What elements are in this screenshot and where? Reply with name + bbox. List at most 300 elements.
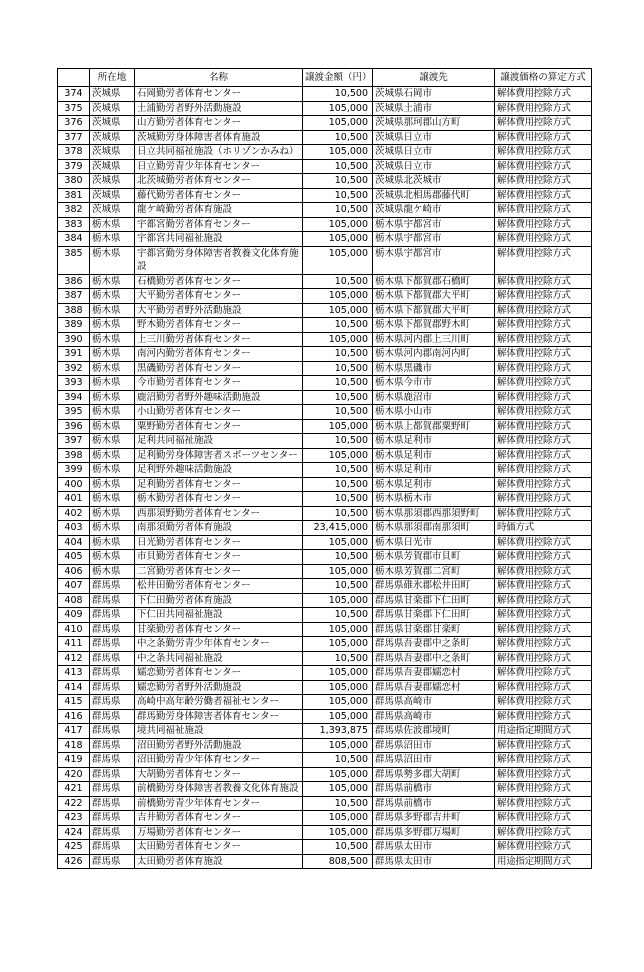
row-number: 383 — [58, 217, 90, 232]
facility-name-cell: 大平勤労者体育センター — [135, 289, 303, 304]
row-number: 400 — [58, 477, 90, 492]
transfer-amount-cell: 10,500 — [303, 492, 373, 507]
row-number: 420 — [58, 767, 90, 782]
row-number: 376 — [58, 116, 90, 131]
transfer-amount-cell: 808,500 — [303, 854, 373, 869]
prefecture-cell: 群馬県 — [90, 622, 135, 637]
pricing-method-cell: 解体費用控除方式 — [495, 159, 592, 174]
transfer-amount-cell: 105,000 — [303, 695, 373, 710]
transferee-cell: 茨城県日立市 — [373, 145, 495, 160]
table-header-row — [58, 69, 592, 87]
facility-name-cell: 北茨城勤労者体育センター — [135, 174, 303, 189]
pricing-method-cell: 解体費用控除方式 — [495, 695, 592, 710]
row-number: 417 — [58, 724, 90, 739]
table-row — [58, 477, 592, 492]
pricing-method-cell: 解体費用控除方式 — [495, 579, 592, 594]
transferee-cell: 群馬県甘楽郡甘楽町 — [373, 622, 495, 637]
prefecture-cell: 栃木県 — [90, 492, 135, 507]
row-number: 392 — [58, 361, 90, 376]
transferee-cell: 茨城県日立市 — [373, 130, 495, 145]
transfer-amount-cell: 10,500 — [303, 376, 373, 391]
transfer-amount-cell: 105,000 — [303, 637, 373, 652]
transfer-amount-cell: 105,000 — [303, 738, 373, 753]
table-row — [58, 174, 592, 189]
pricing-method-cell: 用途指定期間方式 — [495, 854, 592, 869]
facility-name-cell: 吉井勤労者体育センター — [135, 811, 303, 826]
table-row — [58, 116, 592, 131]
table-row — [58, 680, 592, 695]
pricing-method-cell: 解体費用控除方式 — [495, 811, 592, 826]
pricing-method-cell: 解体費用控除方式 — [495, 274, 592, 289]
transferee-cell: 栃木県上都賀郡粟野町 — [373, 419, 495, 434]
row-number: 390 — [58, 332, 90, 347]
transfer-amount-cell: 1,393,875 — [303, 724, 373, 739]
facility-name-cell: 沼田勤労者野外活動施設 — [135, 738, 303, 753]
col-header-prefecture: 所在地 — [90, 69, 135, 87]
pricing-method-cell: 解体費用控除方式 — [495, 318, 592, 333]
facility-name-cell: 足利野外趣味活動施設 — [135, 463, 303, 478]
transfer-amount-cell: 10,500 — [303, 579, 373, 594]
table-row — [58, 405, 592, 420]
row-number: 418 — [58, 738, 90, 753]
prefecture-cell: 栃木県 — [90, 376, 135, 391]
table-row — [58, 535, 592, 550]
prefecture-cell: 栃木県 — [90, 463, 135, 478]
row-number: 381 — [58, 188, 90, 203]
transferee-cell: 群馬県太田市 — [373, 840, 495, 855]
facility-name-cell: 日立共同福祉施設（ホリゾンかみね） — [135, 145, 303, 160]
transfer-amount-cell: 10,500 — [303, 405, 373, 420]
row-number: 374 — [58, 87, 90, 102]
row-number: 415 — [58, 695, 90, 710]
prefecture-cell: 群馬県 — [90, 709, 135, 724]
row-number: 384 — [58, 232, 90, 247]
pricing-method-cell: 解体費用控除方式 — [495, 188, 592, 203]
prefecture-cell: 茨城県 — [90, 145, 135, 160]
transfer-amount-cell: 105,000 — [303, 101, 373, 116]
transfer-amount-cell: 105,000 — [303, 419, 373, 434]
transfer-amount-cell: 10,500 — [303, 361, 373, 376]
table-row — [58, 232, 592, 247]
table-row — [58, 419, 592, 434]
prefecture-cell: 栃木県 — [90, 506, 135, 521]
row-number: 379 — [58, 159, 90, 174]
facility-name-cell: 宇都宮共同福祉施設 — [135, 232, 303, 247]
prefecture-cell: 群馬県 — [90, 666, 135, 681]
transfer-amount-cell: 105,000 — [303, 564, 373, 579]
facility-name-cell: 宇都宮勤労身体障害者教養文化体育施設 — [135, 246, 303, 274]
facility-name-cell: 足利勤労者体育センター — [135, 477, 303, 492]
transfer-amount-cell: 10,500 — [303, 390, 373, 405]
transfer-amount-cell: 10,500 — [303, 506, 373, 521]
pricing-method-cell: 解体費用控除方式 — [495, 825, 592, 840]
prefecture-cell: 群馬県 — [90, 825, 135, 840]
table-row — [58, 347, 592, 362]
facility-name-cell: 足利勤労身体障害者スポーツセンター — [135, 448, 303, 463]
asset-transfer-table — [57, 68, 592, 869]
facility-name-cell: 茨城勤労身体障害者体育施設 — [135, 130, 303, 145]
pricing-method-cell: 解体費用控除方式 — [495, 709, 592, 724]
facility-name-cell: 群馬勤労身体障害者体育センター — [135, 709, 303, 724]
row-number: 401 — [58, 492, 90, 507]
pricing-method-cell: 解体費用控除方式 — [495, 767, 592, 782]
row-number: 396 — [58, 419, 90, 434]
transfer-amount-cell: 105,000 — [303, 782, 373, 797]
table-row — [58, 796, 592, 811]
table-row — [58, 593, 592, 608]
table-row — [58, 840, 592, 855]
pricing-method-cell: 解体費用控除方式 — [495, 651, 592, 666]
facility-name-cell: 宇都宮勤労者体育センター — [135, 217, 303, 232]
table-row — [58, 303, 592, 318]
prefecture-cell: 群馬県 — [90, 738, 135, 753]
transferee-cell: 群馬県多野郡万場町 — [373, 825, 495, 840]
facility-name-cell: 南那須勤労者体育施設 — [135, 521, 303, 536]
transfer-amount-cell: 105,000 — [303, 811, 373, 826]
prefecture-cell: 栃木県 — [90, 361, 135, 376]
facility-name-cell: 太田勤労者体育センター — [135, 840, 303, 855]
facility-name-cell: 大平勤労者野外活動施設 — [135, 303, 303, 318]
facility-name-cell: 南河内勤労者体育センター — [135, 347, 303, 362]
transfer-amount-cell: 105,000 — [303, 303, 373, 318]
prefecture-cell: 栃木県 — [90, 217, 135, 232]
transferee-cell: 茨城県石岡市 — [373, 87, 495, 102]
pricing-method-cell: 解体費用控除方式 — [495, 419, 592, 434]
facility-name-cell: 中之条勤労青少年体育センター — [135, 637, 303, 652]
transfer-amount-cell: 10,500 — [303, 434, 373, 449]
table-row — [58, 145, 592, 160]
facility-name-cell: 黒磯勤労者体育センター — [135, 361, 303, 376]
prefecture-cell: 栃木県 — [90, 246, 135, 274]
transfer-amount-cell: 105,000 — [303, 246, 373, 274]
transferee-cell: 茨城県那珂郡山方町 — [373, 116, 495, 131]
facility-name-cell: 日立勤労青少年体育センター — [135, 159, 303, 174]
pricing-method-cell: 解体費用控除方式 — [495, 753, 592, 768]
prefecture-cell: 栃木県 — [90, 405, 135, 420]
prefecture-cell: 群馬県 — [90, 608, 135, 623]
facility-name-cell: 鹿沼勤労者野外趣味活動施設 — [135, 390, 303, 405]
facility-name-cell: 前橋勤労身体障害者教養文化体育施設 — [135, 782, 303, 797]
transfer-amount-cell: 10,500 — [303, 463, 373, 478]
pricing-method-cell: 解体費用控除方式 — [495, 622, 592, 637]
col-header-transferee: 譲渡先 — [373, 69, 495, 87]
transferee-cell: 栃木県下都賀郡大平町 — [373, 289, 495, 304]
table-row — [58, 130, 592, 145]
pricing-method-cell: 解体費用控除方式 — [495, 376, 592, 391]
table-row — [58, 492, 592, 507]
facility-name-cell: 市貝勤労者体育センター — [135, 550, 303, 565]
prefecture-cell: 群馬県 — [90, 593, 135, 608]
pricing-method-cell: 解体費用控除方式 — [495, 246, 592, 274]
table-row — [58, 289, 592, 304]
prefecture-cell: 群馬県 — [90, 637, 135, 652]
row-number: 414 — [58, 680, 90, 695]
table-row — [58, 159, 592, 174]
row-number: 375 — [58, 101, 90, 116]
transfer-amount-cell: 10,500 — [303, 840, 373, 855]
transfer-amount-cell: 105,000 — [303, 709, 373, 724]
table-row — [58, 203, 592, 218]
row-number: 410 — [58, 622, 90, 637]
row-number: 399 — [58, 463, 90, 478]
table-row — [58, 709, 592, 724]
pricing-method-cell: 解体費用控除方式 — [495, 666, 592, 681]
row-number: 416 — [58, 709, 90, 724]
table-row — [58, 550, 592, 565]
prefecture-cell: 茨城県 — [90, 188, 135, 203]
transferee-cell: 栃木県芳賀郡市貝町 — [373, 550, 495, 565]
prefecture-cell: 栃木県 — [90, 318, 135, 333]
prefecture-cell: 群馬県 — [90, 695, 135, 710]
transfer-amount-cell: 105,000 — [303, 116, 373, 131]
table-row — [58, 666, 592, 681]
transferee-cell: 群馬県沼田市 — [373, 753, 495, 768]
pricing-method-cell: 解体費用控除方式 — [495, 782, 592, 797]
transfer-amount-cell: 105,000 — [303, 593, 373, 608]
transfer-amount-cell: 10,500 — [303, 477, 373, 492]
transferee-cell: 栃木県宇都宮市 — [373, 217, 495, 232]
pricing-method-cell: 解体費用控除方式 — [495, 130, 592, 145]
table-row — [58, 622, 592, 637]
prefecture-cell: 茨城県 — [90, 101, 135, 116]
transferee-cell: 茨城県龍ケ崎市 — [373, 203, 495, 218]
row-number: 424 — [58, 825, 90, 840]
row-number: 421 — [58, 782, 90, 797]
prefecture-cell: 栃木県 — [90, 448, 135, 463]
table-row — [58, 87, 592, 102]
transferee-cell: 茨城県北茨城市 — [373, 174, 495, 189]
facility-name-cell: 山方勤労者体育センター — [135, 116, 303, 131]
table-row — [58, 521, 592, 536]
transfer-amount-cell: 10,500 — [303, 203, 373, 218]
row-number: 391 — [58, 347, 90, 362]
prefecture-cell: 栃木県 — [90, 564, 135, 579]
transfer-amount-cell: 10,500 — [303, 347, 373, 362]
table-row — [58, 376, 592, 391]
pricing-method-cell: 解体費用控除方式 — [495, 145, 592, 160]
row-number: 419 — [58, 753, 90, 768]
prefecture-cell: 茨城県 — [90, 116, 135, 131]
col-header-facility-name: 名称 — [135, 69, 303, 87]
facility-name-cell: 境共同福祉施設 — [135, 724, 303, 739]
transfer-amount-cell: 10,500 — [303, 174, 373, 189]
prefecture-cell: 茨城県 — [90, 203, 135, 218]
transferee-cell: 群馬県高崎市 — [373, 695, 495, 710]
facility-name-cell: 日光勤労者体育センター — [135, 535, 303, 550]
table-row — [58, 811, 592, 826]
prefecture-cell: 群馬県 — [90, 753, 135, 768]
transfer-amount-cell: 105,000 — [303, 622, 373, 637]
table-row — [58, 318, 592, 333]
facility-name-cell: 西那須野勤労者体育センター — [135, 506, 303, 521]
facility-name-cell: 上三川勤労者体育センター — [135, 332, 303, 347]
facility-name-cell: 甘楽勤労者体育センター — [135, 622, 303, 637]
pricing-method-cell: 解体費用控除方式 — [495, 116, 592, 131]
facility-name-cell: 藤代勤労者体育センター — [135, 188, 303, 203]
transferee-cell: 栃木県那須郡西那須野町 — [373, 506, 495, 521]
prefecture-cell: 茨城県 — [90, 159, 135, 174]
table-row — [58, 246, 592, 274]
transferee-cell: 群馬県太田市 — [373, 854, 495, 869]
table-row — [58, 608, 592, 623]
table-row — [58, 651, 592, 666]
table-row — [58, 782, 592, 797]
transfer-amount-cell: 10,500 — [303, 550, 373, 565]
facility-name-cell: 野木勤労者体育センター — [135, 318, 303, 333]
table-row — [58, 434, 592, 449]
transfer-amount-cell: 105,000 — [303, 448, 373, 463]
facility-name-cell: 下仁田勤労者体育施設 — [135, 593, 303, 608]
row-number: 388 — [58, 303, 90, 318]
table-body — [58, 87, 592, 869]
prefecture-cell: 栃木県 — [90, 535, 135, 550]
prefecture-cell: 群馬県 — [90, 796, 135, 811]
table-row — [58, 448, 592, 463]
pricing-method-cell: 解体費用控除方式 — [495, 492, 592, 507]
row-number: 395 — [58, 405, 90, 420]
pricing-method-cell: 解体費用控除方式 — [495, 303, 592, 318]
transferee-cell: 栃木県足利市 — [373, 463, 495, 478]
row-number: 387 — [58, 289, 90, 304]
prefecture-cell: 栃木県 — [90, 303, 135, 318]
pricing-method-cell: 時価方式 — [495, 521, 592, 536]
table-row — [58, 724, 592, 739]
table-row — [58, 825, 592, 840]
col-header-transfer-amount: 譲渡金額（円） — [303, 69, 373, 87]
transfer-amount-cell: 10,500 — [303, 274, 373, 289]
pricing-method-cell: 解体費用控除方式 — [495, 796, 592, 811]
table-row — [58, 854, 592, 869]
pricing-method-cell: 解体費用控除方式 — [495, 405, 592, 420]
pricing-method-cell: 解体費用控除方式 — [495, 564, 592, 579]
facility-name-cell: 粟野勤労者体育センター — [135, 419, 303, 434]
table-row — [58, 274, 592, 289]
row-number: 405 — [58, 550, 90, 565]
prefecture-cell: 栃木県 — [90, 289, 135, 304]
transfer-amount-cell: 105,000 — [303, 680, 373, 695]
row-number: 404 — [58, 535, 90, 550]
table-row — [58, 767, 592, 782]
prefecture-cell: 茨城県 — [90, 174, 135, 189]
row-number: 394 — [58, 390, 90, 405]
table-row — [58, 332, 592, 347]
pricing-method-cell: 解体費用控除方式 — [495, 101, 592, 116]
table-row — [58, 390, 592, 405]
facility-name-cell: 嬬恋勤労者体育センター — [135, 666, 303, 681]
pricing-method-cell: 解体費用控除方式 — [495, 332, 592, 347]
transferee-cell: 群馬県吾妻郡嬬恋村 — [373, 680, 495, 695]
facility-name-cell: 今市勤労者体育センター — [135, 376, 303, 391]
facility-name-cell: 下仁田共同福祉施設 — [135, 608, 303, 623]
row-number: 380 — [58, 174, 90, 189]
transfer-amount-cell: 10,500 — [303, 318, 373, 333]
prefecture-cell: 群馬県 — [90, 579, 135, 594]
prefecture-cell: 栃木県 — [90, 434, 135, 449]
transferee-cell: 茨城県土浦市 — [373, 101, 495, 116]
transferee-cell: 栃木県足利市 — [373, 434, 495, 449]
transfer-amount-cell: 10,500 — [303, 608, 373, 623]
row-number: 402 — [58, 506, 90, 521]
facility-name-cell: 太田勤労者体育施設 — [135, 854, 303, 869]
facility-name-cell: 石岡勤労者体育センター — [135, 87, 303, 102]
facility-name-cell: 万場勤労者体育センター — [135, 825, 303, 840]
pricing-method-cell: 用途指定期間方式 — [495, 724, 592, 739]
transferee-cell: 群馬県甘楽郡下仁田町 — [373, 608, 495, 623]
pricing-method-cell: 解体費用控除方式 — [495, 637, 592, 652]
prefecture-cell: 栃木県 — [90, 390, 135, 405]
pricing-method-cell: 解体費用控除方式 — [495, 477, 592, 492]
table-row — [58, 217, 592, 232]
pricing-method-cell: 解体費用控除方式 — [495, 217, 592, 232]
table-row — [58, 463, 592, 478]
transferee-cell: 栃木県河内郡上三川町 — [373, 332, 495, 347]
transfer-amount-cell: 105,000 — [303, 332, 373, 347]
row-number: 377 — [58, 130, 90, 145]
transferee-cell: 栃木県今市市 — [373, 376, 495, 391]
transfer-amount-cell: 10,500 — [303, 87, 373, 102]
transferee-cell: 栃木県足利市 — [373, 448, 495, 463]
prefecture-cell: 栃木県 — [90, 419, 135, 434]
prefecture-cell: 茨城県 — [90, 87, 135, 102]
transferee-cell: 群馬県前橋市 — [373, 782, 495, 797]
transfer-amount-cell: 23,415,000 — [303, 521, 373, 536]
transfer-amount-cell: 105,000 — [303, 232, 373, 247]
transferee-cell: 群馬県碓氷郡松井田町 — [373, 579, 495, 594]
transfer-amount-cell: 105,000 — [303, 767, 373, 782]
row-number: 409 — [58, 608, 90, 623]
table-row — [58, 188, 592, 203]
facility-name-cell: 足利共同福祉施設 — [135, 434, 303, 449]
transferee-cell: 栃木県芳賀郡二宮町 — [373, 564, 495, 579]
transferee-cell: 栃木県宇都宮市 — [373, 232, 495, 247]
prefecture-cell: 茨城県 — [90, 130, 135, 145]
row-number: 389 — [58, 318, 90, 333]
table-row — [58, 579, 592, 594]
facility-name-cell: 石橋勤労者体育センター — [135, 274, 303, 289]
table-row — [58, 753, 592, 768]
row-number: 408 — [58, 593, 90, 608]
row-number: 385 — [58, 246, 90, 274]
prefecture-cell: 栃木県 — [90, 274, 135, 289]
facility-name-cell: 嬬恋勤労者野外活動施設 — [135, 680, 303, 695]
transferee-cell: 群馬県佐波郡境町 — [373, 724, 495, 739]
transferee-cell: 群馬県吾妻郡中之条町 — [373, 651, 495, 666]
prefecture-cell: 群馬県 — [90, 767, 135, 782]
transfer-amount-cell: 105,000 — [303, 145, 373, 160]
table-row — [58, 101, 592, 116]
transferee-cell: 群馬県沼田市 — [373, 738, 495, 753]
pricing-method-cell: 解体費用控除方式 — [495, 289, 592, 304]
pricing-method-cell: 解体費用控除方式 — [495, 174, 592, 189]
transfer-amount-cell: 10,500 — [303, 188, 373, 203]
transferee-cell: 栃木県那須郡南那須町 — [373, 521, 495, 536]
row-number: 393 — [58, 376, 90, 391]
transferee-cell: 群馬県吾妻郡嬬恋村 — [373, 666, 495, 681]
table-row — [58, 695, 592, 710]
facility-name-cell: 土浦勤労者野外活動施設 — [135, 101, 303, 116]
prefecture-cell: 栃木県 — [90, 347, 135, 362]
prefecture-cell: 群馬県 — [90, 854, 135, 869]
transferee-cell: 群馬県前橋市 — [373, 796, 495, 811]
table-row — [58, 738, 592, 753]
transferee-cell: 栃木県日光市 — [373, 535, 495, 550]
prefecture-cell: 群馬県 — [90, 811, 135, 826]
row-number: 406 — [58, 564, 90, 579]
prefecture-cell: 栃木県 — [90, 332, 135, 347]
prefecture-cell: 栃木県 — [90, 521, 135, 536]
pricing-method-cell: 解体費用控除方式 — [495, 434, 592, 449]
pricing-method-cell: 解体費用控除方式 — [495, 347, 592, 362]
